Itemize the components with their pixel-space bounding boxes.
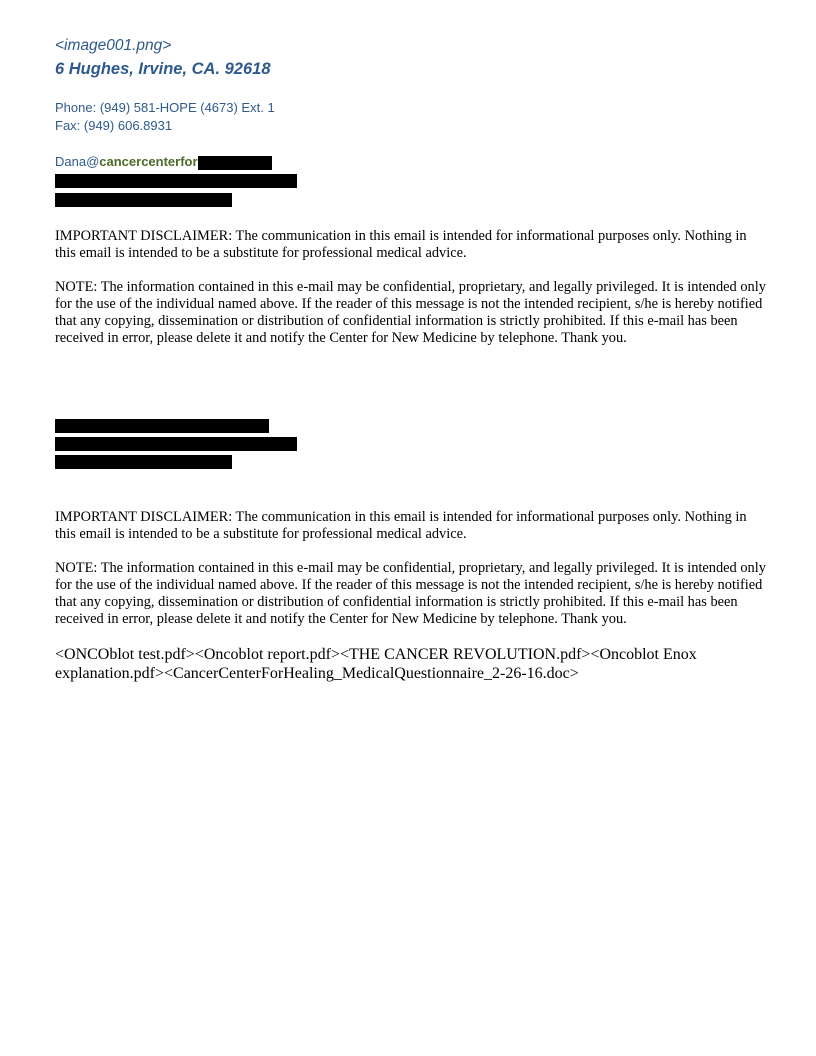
redaction-bar — [198, 156, 272, 170]
redaction-bar — [55, 419, 269, 433]
email-user: Dana@ — [55, 154, 100, 169]
signature-address: 6 Hughes, Irvine, CA. 92618 — [55, 60, 271, 78]
redaction-bar — [55, 455, 232, 469]
attachments-list[interactable]: <ONCOblot test.pdf><Oncoblot report.pdf><THE CANCER REVOLUTION.pdf><Oncoblot Enox explanation.pdf><CancerCenterForHealing_MedicalQuestionnaire_2-26-16.doc> — [55, 646, 697, 682]
redaction-bar — [55, 437, 297, 451]
email-domain-partial: cancercenterfor — [99, 154, 198, 169]
disclaimer-text: IMPORTANT DISCLAIMER: The communication in this email is intended for informational purposes only. Nothing in this email is intended to be a substitute for professional medical advice. — [55, 228, 747, 261]
signature-phone: Phone: (949) 581-HOPE (4673) Ext. 1 — [55, 100, 275, 115]
signature-fax: Fax: (949) 606.8931 — [55, 118, 173, 133]
redaction-bar — [55, 174, 297, 188]
signature-email[interactable] — [55, 154, 198, 169]
disclaimer-text: IMPORTANT DISCLAIMER: The communication in this email is intended for informational purposes only. Nothing in this email is intended to be a substitute for professional medical advice. — [55, 509, 747, 542]
confidentiality-note: NOTE: The information contained in this e-mail may be confidential, proprietary, and legally privileged. It is intended only for the use of the individual named above. If the reader of this message is not the intended recipient, s/he is hereby notified that any copying, dissemination or distribution of confidential information is strictly prohibited. If this e-mail has been received in error, please delete it and notify the Center for New Medicine by telephone. Thank you. — [55, 560, 766, 627]
image-placeholder-text: <image001.png> — [55, 37, 172, 54]
confidentiality-note: NOTE: The information contained in this e-mail may be confidential, proprietary, and legally privileged. It is intended only for the use of the individual named above. If the reader of this message is not the intended recipient, s/he is hereby notified that any copying, dissemination or distribution of confidential information is strictly prohibited. If this e-mail has been received in error, please delete it and notify the Center for New Medicine by telephone. Thank you. — [55, 279, 766, 346]
redaction-bar — [55, 193, 232, 207]
